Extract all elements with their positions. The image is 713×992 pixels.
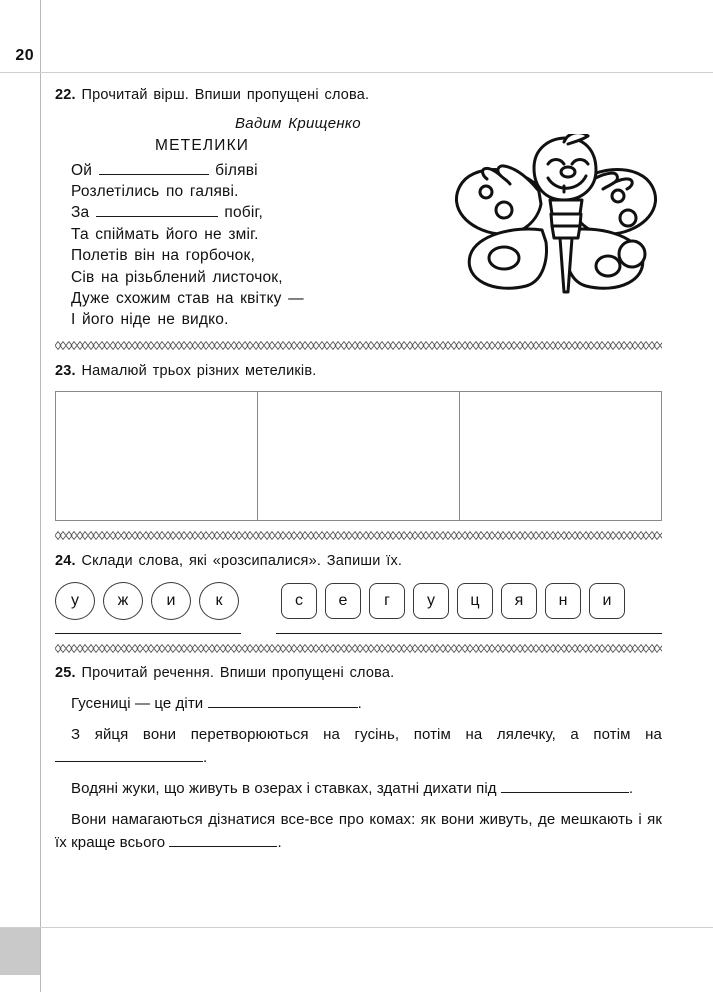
sentence-text: Вони намагаються дізнатися все-все про комах: як вони живуть, де мешкають і як їх краще всього — [55, 810, 662, 851]
letter-tile-circle[interactable]: и — [151, 582, 191, 620]
butterfly-illustration-icon — [442, 134, 670, 314]
exercise-25 — [55, 664, 662, 854]
exercise-25-heading — [55, 664, 662, 684]
circle-letter-group — [55, 582, 247, 620]
exercise-23-instruction: Намалюй трьох різних метеликів. — [81, 362, 317, 379]
poem-line-text: Ой — [71, 161, 99, 179]
sentence — [55, 808, 662, 854]
drawing-box[interactable] — [460, 392, 661, 520]
exercise-24-heading — [55, 552, 662, 572]
poem-line-text-after: біляві — [208, 161, 258, 179]
page-content — [55, 80, 662, 854]
sentence — [55, 723, 662, 769]
poem-line-text-after: побіг, — [217, 204, 263, 222]
letter-tile-square[interactable]: я — [501, 583, 537, 619]
letter-tile-circle[interactable]: к — [199, 582, 239, 620]
sentence-blank[interactable] — [501, 779, 629, 793]
exercise-23 — [55, 362, 662, 522]
sentence-text-after: . — [628, 779, 634, 797]
sentence-text: З яйця вони перетворюються на гусінь, потім на лялечку, а потім на — [71, 725, 662, 743]
exercise-22-instruction: Прочитай вірш. Впиши пропущені слова. — [81, 87, 370, 103]
footer-corner-block — [0, 928, 40, 975]
exercise-23-heading — [55, 362, 662, 382]
page-header-rule — [0, 72, 713, 73]
poem-line-text: Дуже схожим став на квітку — — [71, 290, 304, 307]
poem-blank-2[interactable] — [96, 203, 218, 217]
sentence-text-after: . — [357, 694, 362, 712]
exercise-23-number: 23. — [55, 362, 76, 379]
letter-tiles — [55, 581, 662, 621]
exercise-24-number: 24. — [55, 553, 76, 570]
sentence — [55, 692, 662, 715]
letter-tile-square[interactable]: с — [281, 583, 317, 619]
section-divider — [55, 340, 662, 351]
answer-line[interactable] — [55, 632, 241, 634]
sentence-blank[interactable] — [55, 748, 203, 762]
square-letter-group — [281, 583, 633, 619]
drawing-box[interactable] — [258, 392, 460, 520]
sentence — [55, 777, 662, 800]
exercise-22-heading — [55, 86, 662, 106]
answer-line[interactable] — [276, 632, 662, 634]
letter-tile-square[interactable]: г — [369, 583, 405, 619]
drawing-box[interactable] — [56, 392, 258, 520]
section-divider — [55, 530, 662, 541]
poem-line-text: За — [71, 204, 96, 222]
letter-tile-circle[interactable]: у — [55, 582, 95, 620]
poem-line-text: І його ніде не видко. — [71, 311, 229, 329]
letter-tile-square[interactable]: е — [325, 583, 361, 619]
poem-title: МЕТЕЛИКИ — [155, 136, 250, 154]
sentence-text: Гусениці — це діти — [71, 694, 208, 712]
poem-line-text: Полетів він на горбочок, — [71, 247, 255, 265]
sentence-text-after: . — [277, 833, 282, 851]
page-number: 20 — [15, 47, 34, 64]
exercise-24 — [55, 552, 662, 634]
sentence-text: Водяні жуки, що живуть в озерах і ставках, здатні дихати під — [71, 779, 501, 797]
poem-author: Вадим Крищенко — [235, 114, 361, 132]
letter-tile-circle[interactable]: ж — [103, 582, 143, 620]
exercise-24-instruction: Склади слова, які «розсипалися». Запиши їх. — [81, 553, 403, 570]
exercise-25-instruction: Прочитай речення. Впиши пропущені слова. — [81, 664, 395, 681]
answer-lines — [55, 632, 662, 634]
poem-line-text: Сів на різьблений листочок, — [71, 268, 283, 286]
sentence-blank[interactable] — [169, 833, 277, 847]
exercise-22 — [55, 86, 662, 331]
poem-blank-1[interactable] — [99, 161, 209, 175]
sentence-blank[interactable] — [208, 694, 358, 708]
drawing-boxes — [55, 391, 662, 521]
letter-tile-square[interactable]: и — [589, 583, 625, 619]
section-divider — [55, 643, 662, 654]
letter-tile-square[interactable]: ц — [457, 583, 493, 619]
page-vertical-rule — [40, 0, 41, 992]
page-footer-rule — [0, 927, 713, 928]
sentence-text-after: . — [203, 748, 208, 766]
poem-line-text: Та спіймать його не зміг. — [71, 225, 259, 243]
exercise-22-number: 22. — [55, 87, 76, 103]
poem-line-text: Розлетілись по галяві. — [71, 182, 239, 200]
letter-tile-square[interactable]: н — [545, 583, 581, 619]
exercise-25-number: 25. — [55, 664, 76, 681]
letter-tile-square[interactable]: у — [413, 583, 449, 619]
